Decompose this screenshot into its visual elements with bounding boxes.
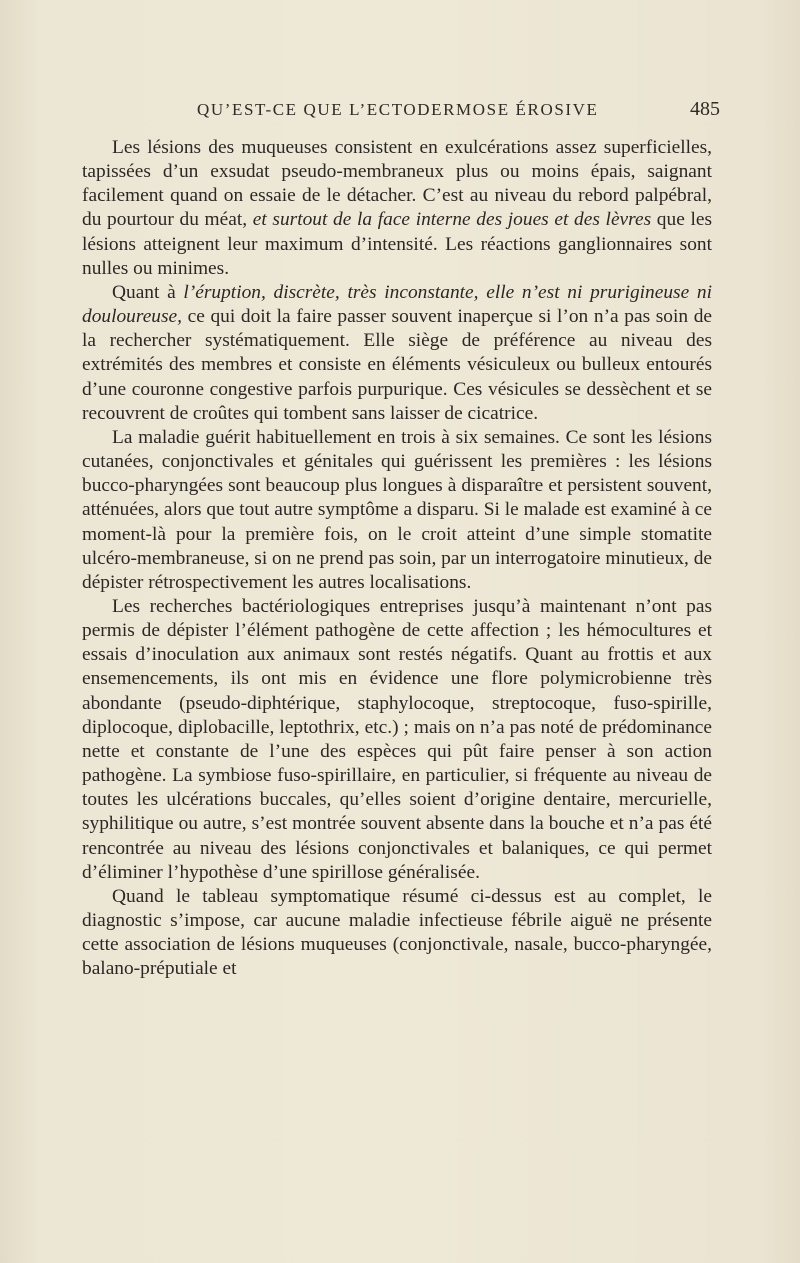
paragraph-diagnosis	[82, 885, 712, 982]
paragraph-bacteriology	[82, 595, 712, 885]
page-number: 485	[690, 98, 720, 120]
running-head: QU’EST-CE QUE L’ECTODERMOSE ÉROSIVE	[197, 100, 599, 119]
paragraph-text: Les lésions des muqueuses consistent en exulcérations assez superficielles, tapissées d’un exsudat pseudo-membraneux plus ou moins épais, saignant facilement quand on essaie de le détacher. C’est au niveau du rebord palpébral, du pourtour du méat,	[82, 137, 712, 231]
paragraph-eruption	[82, 281, 712, 426]
paragraph-text: ce qui doit la faire passer souvent inaperçue si l’on n’a pas soin de la rechercher systématiquement. Elle siège de préférence au niveau des extrémités des membres et consiste en éléments vésiculeux ou bulleux entourés d’une couronne congestive parfois purpurique. Ces vésicules se dessèchent et se recouvrent de croûtes qui tombent sans laisser de cicatrice.	[82, 306, 712, 424]
paragraph-text: La maladie guérit habituellement en trois à six semaines. Ce sont les lésions cutanées, conjonctivales et génitales qui guérissent les premières : les lésions bucco-pharyngées sont beaucoup plus longues à disparaître et persistent souvent, atténuées, alors que tout autre symptôme a disparu. Si le malade est examiné à ce moment-là pour la première fois, on le croit atteint d’une simple stomatite ulcéro-membraneuse, si on ne prend pas soin, par un interrogatoire minutieux, de dépister rétrospectivement les autres localisations.	[82, 426, 713, 593]
italic-phrase: et surtout de la face interne des joues et des lèvres	[252, 209, 652, 231]
paragraph-text: que les lésions atteignent leur maximum d’intensité. Les réactions ganglionnaires sont nulles ou minimes.	[82, 209, 713, 279]
paragraph-text: Quand le tableau symptomatique résumé ci-dessus est au complet, le diagnostic s’impose, car aucune maladie infectieuse fébrile aiguë ne présente cette association de lésions muqueuses (conjonctivale, nasale, bucco-pharyngée, balano-préputiale et	[82, 885, 712, 980]
body-text	[82, 136, 712, 981]
italic-phrase: l’éruption, discrète, très inconstante, elle n’est ni prurigineuse ni douloureuse,	[82, 281, 712, 328]
paragraph-mucosal-lesions	[82, 136, 712, 281]
paragraph-text: Quant à	[112, 281, 184, 303]
page-header	[165, 96, 720, 126]
paragraph-text: Les recherches bactériologiques entreprises jusqu’à maintenant n’ont pas permis de dépister l’élément pathogène de cette affection ; les hémocultures et essais d’inoculation aux animaux sont restés négatifs. Quant au frottis et aux ensemencements, ils ont mis en évidence une flore polymicrobienne très abondante (pseudo-diphtérique, staphylocoque, streptocoque, fuso-spirille, diplocoque, diplobacille, leptothrix, etc.) ; mais on n’a pas noté de prédominance nette et constante de l’une des espèces qui pût faire penser à son action pathogène. La symbiose fuso-spirillaire, en particulier, si fréquente au niveau de toutes les ulcérations buccales, qu’elles soient d’origine dentaire, mercurielle, syphilitique ou autre, s’est montrée souvent absente dans la bouche et n’a pas été rencontrée au niveau des lésions conjonctivales et balaniques, ce qui permet d’éliminer l’hypothèse d’une spirillose généralisée.	[82, 595, 712, 883]
paragraph-healing	[82, 426, 712, 595]
